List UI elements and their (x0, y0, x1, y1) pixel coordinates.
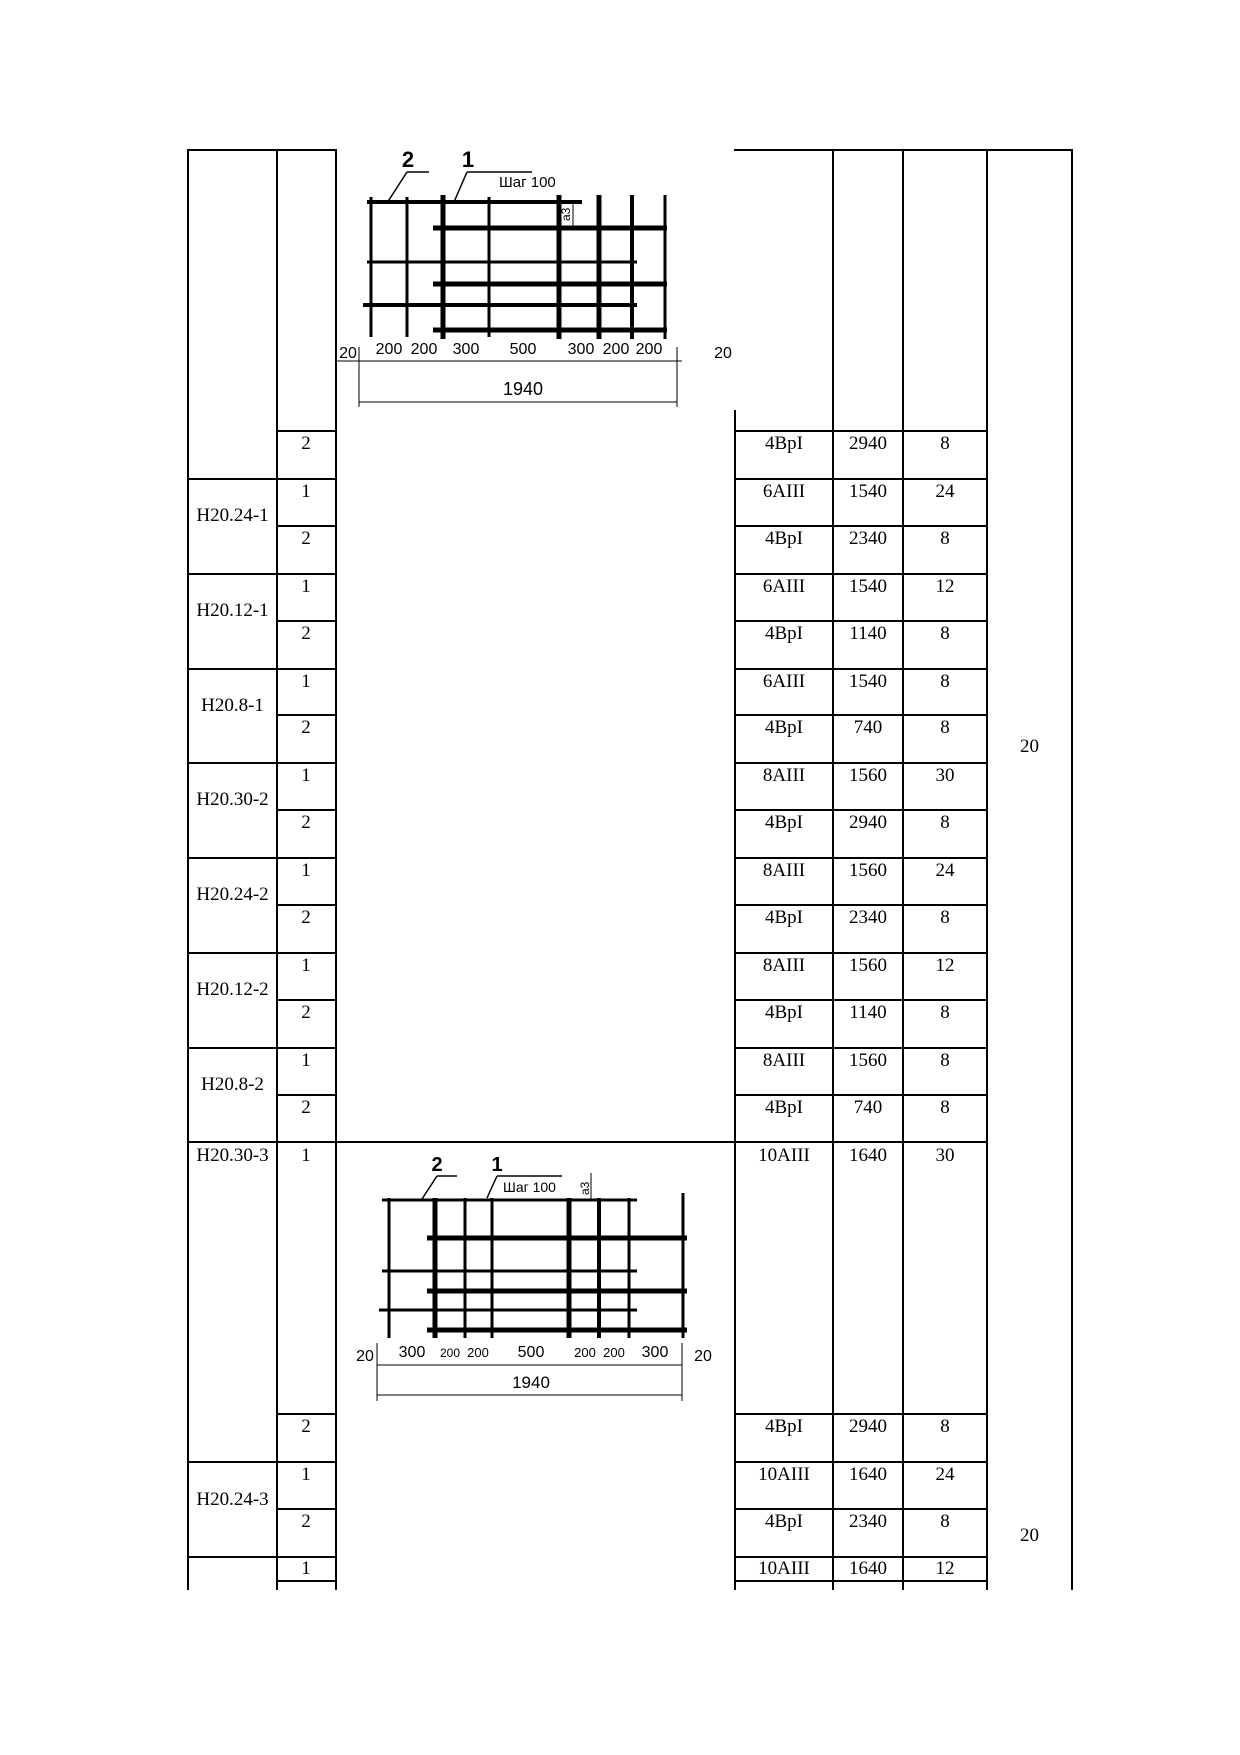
table-row-steel: 4ВрI (765, 1097, 803, 1118)
row-line-a (276, 430, 337, 432)
row-line-n-r (734, 1047, 988, 1049)
row-line-c (276, 525, 337, 527)
table-row-count: 24 (935, 481, 955, 502)
table-row-count: 8 (940, 717, 950, 738)
row-line-m-r (734, 999, 988, 1001)
table-row-steel: 4ВрI (765, 717, 803, 738)
table-row-steel: 4ВрI (765, 812, 803, 833)
dim-bottom-5: 200 (574, 1345, 596, 1360)
table-row-length: 1140 (849, 1002, 887, 1023)
table-row-count: 8 (940, 671, 950, 692)
table-row-length: 1640 (849, 1464, 887, 1485)
dim-top-7: 200 (635, 341, 663, 358)
dim-bottom-8: 20 (694, 1348, 712, 1365)
dim-bottom-1: 300 (398, 1344, 426, 1361)
table-row-mark: Н20.24-3 (196, 1489, 269, 1510)
table-row-steel: 4ВрI (765, 1416, 803, 1437)
row-line-f (187, 668, 337, 670)
table-row-item: 1 (301, 765, 311, 786)
table-row-length: 740 (853, 717, 883, 738)
row-line-k (276, 904, 337, 906)
row-line-l-r (734, 952, 988, 954)
dim-bottom-4: 500 (517, 1344, 545, 1361)
row-line-h (187, 762, 337, 764)
table-row-count: 8 (940, 623, 950, 644)
table-row-mark: Н20.30-3 (196, 1145, 269, 1166)
table-row-count: 8 (940, 1511, 950, 1532)
mesh-drawing-top (337, 147, 734, 409)
col-line-left (187, 150, 189, 1590)
table-row-item: 1 (301, 671, 311, 692)
row-line-o-r (734, 1094, 988, 1096)
table-row-count: 12 (935, 955, 955, 976)
table-row-length: 1540 (849, 576, 887, 597)
table-row-mark: Н20.30-2 (196, 789, 269, 810)
row-line-s-r (734, 1508, 988, 1510)
table-row-item: 2 (301, 623, 311, 644)
col-line-right (1071, 150, 1073, 1590)
table-row-count: 30 (935, 1145, 955, 1166)
table-row-length: 740 (853, 1097, 883, 1118)
row-line-n (187, 1047, 337, 1049)
dim-top-8: 20 (714, 345, 732, 362)
row-line-r-r (734, 1461, 988, 1463)
table-row-steel: 10АIII (758, 1145, 810, 1166)
callout-2-bottom: 2 (431, 1154, 443, 1176)
table-row-count: 8 (940, 907, 950, 928)
row-line-r (187, 1461, 337, 1463)
table-row-length: 1560 (849, 955, 887, 976)
row-line-l (187, 952, 337, 954)
dim-top-6: 200 (602, 341, 630, 358)
table-row-steel: 8АIII (762, 765, 806, 786)
table-row-count: 8 (940, 1416, 950, 1437)
table-row-length: 1560 (849, 765, 887, 786)
mesh-drawing-top-svg (337, 147, 734, 409)
table-row-steel: 10АIII (758, 1558, 810, 1579)
mesh-drawing-bottom (337, 1143, 734, 1403)
row-line-o (276, 1094, 337, 1096)
table-row-item: 1 (301, 576, 311, 597)
table-row-item: 1 (301, 1145, 311, 1166)
table-row-count: 12 (935, 1558, 955, 1579)
dim-labels-top (339, 341, 732, 362)
table-row-item: 2 (301, 907, 311, 928)
row-line-j (187, 857, 337, 859)
table-row-length: 2340 (849, 1511, 887, 1532)
table-row-item: 2 (301, 1416, 311, 1437)
row-line-top-left (187, 149, 337, 151)
row-line-g (276, 714, 337, 716)
table-row-steel: 6АIII (762, 576, 806, 597)
dim-bottom-7: 300 (641, 1344, 669, 1361)
row-line-e-r (734, 620, 988, 622)
table-row-length: 1140 (849, 623, 887, 644)
table-row-count: 24 (935, 860, 955, 881)
table-row-mark: Н20.8-2 (201, 1074, 264, 1095)
table-row-steel: 6АIII (762, 481, 806, 502)
table-row-item: 2 (301, 528, 311, 549)
table-row-item: 2 (301, 812, 311, 833)
dim-top-3: 300 (452, 341, 480, 358)
table-row-count: 8 (940, 1097, 950, 1118)
row-line-i-r (734, 809, 988, 811)
table-row-count: 8 (940, 1002, 950, 1023)
cover-label-bottom: a3 (578, 1181, 592, 1195)
table-row-item: 2 (301, 1511, 311, 1532)
row-line-q (276, 1413, 337, 1415)
overall-dim-top: 1940 (502, 379, 544, 399)
table-row-mark: Н20.12-2 (196, 979, 269, 1000)
row-line-s (276, 1508, 337, 1510)
table-row-length: 2940 (849, 812, 887, 833)
table-row-steel: 8АIII (762, 860, 806, 881)
table-row-count: 8 (940, 812, 950, 833)
mesh-drawing-bottom-svg (337, 1143, 734, 1403)
table-row-item: 1 (301, 955, 311, 976)
table-row-length: 1640 (849, 1558, 887, 1579)
table-row-item: 1 (301, 1558, 311, 1579)
table-row-steel: 8АIII (762, 955, 806, 976)
table-row-count: 8 (940, 1050, 950, 1071)
row-line-a-r (734, 430, 988, 432)
dim-bottom-0: 20 (356, 1348, 374, 1365)
dim-top-0: 20 (339, 345, 357, 362)
table-row-length: 2340 (849, 528, 887, 549)
dim-top-1: 200 (375, 341, 403, 358)
table-row-item: 1 (301, 1464, 311, 1485)
overall-dim-bottom: 1940 (512, 1373, 550, 1392)
table-row-steel: 4ВрI (765, 623, 803, 644)
table-row-mark: Н20.24-2 (196, 884, 269, 905)
row-line-g-r (734, 714, 988, 716)
row-line-d (187, 573, 337, 575)
table-row-steel: 8АIII (762, 1050, 806, 1071)
table-row-steel: 4ВрI (765, 1002, 803, 1023)
table-row-count: 30 (935, 765, 955, 786)
table-row-length: 1640 (849, 1145, 887, 1166)
table-row-count: 12 (935, 576, 955, 597)
table-row-count: 8 (940, 528, 950, 549)
table-row-item: 1 (301, 1050, 311, 1071)
row-line-q-r (734, 1413, 988, 1415)
step-label-bottom: Шаг 100 (503, 1179, 556, 1195)
group-value: 20 (1020, 1525, 1039, 1546)
dim-labels-bottom (356, 1344, 712, 1365)
table-row-steel: 4ВрI (765, 528, 803, 549)
table-row-item: 2 (301, 1002, 311, 1023)
table-row-steel: 4ВрI (765, 1511, 803, 1532)
table-row-item: 1 (301, 860, 311, 881)
dim-top-5: 300 (567, 341, 595, 358)
table-row-mark: Н20.12-1 (196, 600, 269, 621)
step-label-top: Шаг 100 (499, 174, 556, 191)
dim-bottom-3: 200 (467, 1345, 489, 1360)
dim-top-2: 200 (410, 341, 438, 358)
row-line-j-r (734, 857, 988, 859)
row-line-i (276, 809, 337, 811)
table-row-mark: Н20.24-1 (196, 505, 269, 526)
table-row-length: 2340 (849, 907, 887, 928)
callout-1-bottom: 1 (491, 1154, 503, 1176)
dim-bottom-6: 200 (603, 1345, 625, 1360)
cover-label-top: a3 (559, 207, 573, 221)
table-row-item: 2 (301, 717, 311, 738)
row-line-k-r (734, 904, 988, 906)
table-row-length: 1560 (849, 860, 887, 881)
table-row-mark: Н20.8-1 (201, 695, 264, 716)
dim-bottom-2: 200 (439, 1346, 461, 1360)
table-row-length: 1540 (849, 481, 887, 502)
table-row-steel: 6АIII (762, 671, 806, 692)
row-line-h-r (734, 762, 988, 764)
table-row-length: 1540 (849, 671, 887, 692)
table-row-length: 2940 (849, 433, 887, 454)
table-row-length: 2940 (849, 1416, 887, 1437)
row-line-m (276, 999, 337, 1001)
row-line-e (276, 620, 337, 622)
callout-1-top: 1 (461, 147, 475, 172)
row-line-u-r (734, 1580, 988, 1582)
row-line-u (276, 1580, 337, 1582)
row-line-d-r (734, 573, 988, 575)
table-row-length: 1560 (849, 1050, 887, 1071)
table-row-item: 1 (301, 481, 311, 502)
table-row-count: 8 (940, 433, 950, 454)
row-line-b (187, 478, 337, 480)
group-value: 20 (1020, 736, 1039, 757)
row-line-c-r (734, 525, 988, 527)
table-row-item: 2 (301, 1097, 311, 1118)
dim-top-4: 500 (509, 341, 537, 358)
table-row-item: 2 (301, 433, 311, 454)
col-line-count-group (986, 150, 988, 1590)
table-row-steel: 4ВрI (765, 907, 803, 928)
row-line-b-r (734, 478, 988, 480)
table-row-steel: 4ВрI (765, 433, 803, 454)
row-line-f-r (734, 668, 988, 670)
table-row-count: 24 (935, 1464, 955, 1485)
row-line-top-right (734, 149, 1073, 151)
callout-2-top: 2 (401, 147, 415, 172)
table-row-steel: 10АIII (758, 1464, 810, 1485)
